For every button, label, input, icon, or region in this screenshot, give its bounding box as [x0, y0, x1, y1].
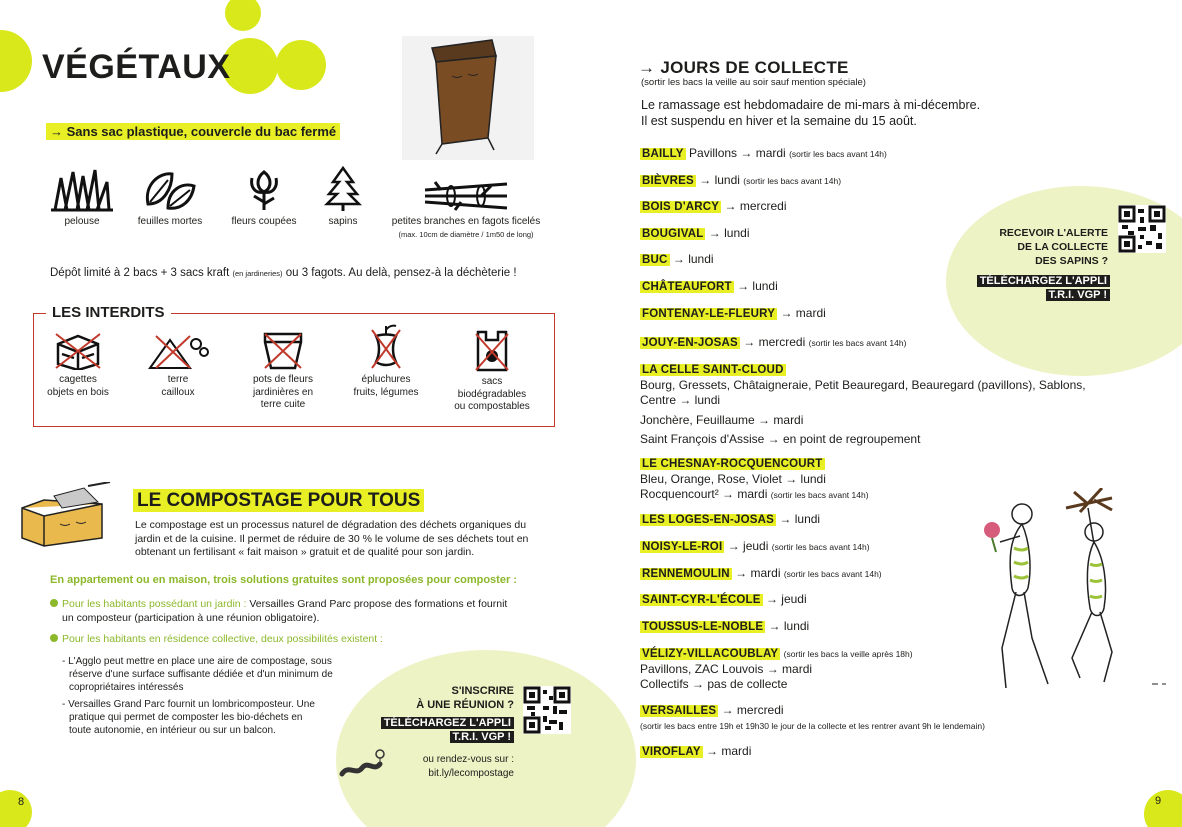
limit-text: Dépôt limité à 2 bacs + 3 sacs kraft (en jardineries) ou 3 fagots. Au delà, pensez-à la déchèterie ! — [50, 267, 517, 279]
page-number-disc — [1144, 790, 1182, 827]
accepted-item: sapins — [318, 166, 368, 229]
town-toussus: TOUSSUS-LE-NOBLE → lundi — [642, 619, 810, 633]
compost-box-illustration — [14, 482, 124, 552]
reunion-question: S'INSCRIRE À UNE RÉUNION ? — [416, 685, 514, 711]
forbidden-item: épluchures fruits, légumes — [346, 322, 426, 399]
bullet-icon — [50, 599, 58, 607]
leaves-icon — [142, 168, 198, 212]
reunion-app-banner[interactable]: TÉLÉCHARGEZ L'APPLI T.R.I. VGP ! — [380, 716, 514, 744]
worm-illustration — [338, 746, 392, 780]
town-chateaufort: CHÂTEAUFORT → lundi — [642, 279, 778, 293]
town-bougival: BOUGIVAL → lundi — [642, 226, 750, 240]
town-rennemoulin: RENNEMOULIN → mardi (sortir les bacs avant 14h) — [642, 566, 882, 580]
biobag-icon — [472, 326, 512, 372]
collection-title-note: (sortir les bacs la veille au soir sauf mention spéciale) — [641, 77, 866, 88]
sub-option-2: - Versailles Grand Parc fournit un lombricomposteur. Une pratique qui permet de composter les bio-déchets en toute autonomie, en intérieur ou sur un balcon. — [62, 699, 315, 736]
decor-circle — [0, 30, 32, 92]
forbidden-item: cagettes objets en bois — [38, 330, 118, 399]
page-number-disc — [0, 790, 32, 827]
town-jouy: JOUY-EN-JOSAS → mercredi (sortir les bacs avant 14h) — [642, 335, 907, 349]
compost-title-banner — [133, 490, 424, 512]
decor-circle — [225, 0, 261, 31]
reunion-link-block: ou rendez-vous sur : bit.ly/lecompostage — [400, 753, 514, 781]
soil-stones-icon — [146, 330, 210, 370]
town-velizy: VÉLIZY-VILLACOUBLAY (sortir les bacs la veille après 18h) Pavillons, ZAC Louvois → mardi Collectifs → pas de collecte — [640, 648, 913, 691]
page-number: 8 — [18, 796, 25, 808]
compost-title: LE COMPOSTAGE POUR TOUS — [133, 489, 424, 512]
forbidden-title: LES INTERDITS — [46, 304, 171, 321]
town-buc: BUC → lundi — [642, 252, 714, 266]
town-bois-d-arcy: BOIS D'ARCY → mercredi — [642, 199, 787, 213]
flower-icon — [242, 168, 286, 212]
sub-option-1: - L'Agglo peut mettre en place une aire de compostage, sous réserve d'une surface suffisante dédiée et d'un minimum de copropriétaires intéressés — [62, 656, 333, 693]
collection-intro: Le ramassage est hebdomadaire de mi-mars à mi-décembre. Il est suspendu en hiver et la semaine du 15 août. — [641, 98, 981, 128]
bullet-collective: Pour les habitants en résidence collective, deux possibilités existent : — [50, 633, 383, 645]
town-les-loges: LES LOGES-EN-JOSAS → lundi — [642, 512, 821, 526]
branches-icon — [421, 180, 511, 212]
town-la-celle: LA CELLE SAINT-CLOUD Bourg, Gressets, Châtaigneraie, Petit Beauregard, Beauregard (pavillons), Sablons, Centre → lundi Jonchère, Feuillaume → mardi Saint François d'Assise → en point de regroupement — [640, 364, 1086, 446]
compost-lead: En appartement ou en maison, trois solutions gratuites sont proposées pour composter : — [50, 574, 517, 586]
grass-icon — [51, 168, 113, 212]
decor-circle — [276, 40, 326, 90]
subtitle-banner — [46, 124, 340, 139]
page-title: VÉGÉTAUX — [42, 48, 231, 86]
town-fontenay: FONTENAY-LE-FLEURY → mardi — [642, 306, 826, 320]
forbidden-item: pots de fleurs jardinières en terre cuite — [243, 330, 323, 412]
people-illustration — [962, 488, 1176, 694]
bullet-icon — [50, 634, 58, 642]
town-versailles: VERSAILLES → mercredi (sortir les bacs entre 19h et 19h30 le jour de la collecte et les rentrer avant 9h le lendemain) — [640, 703, 985, 731]
qr-code-icon[interactable] — [1118, 205, 1166, 253]
forbidden-item: terre cailloux — [138, 330, 218, 399]
town-le-chesnay: LE CHESNAY-ROCQUENCOURT Bleu, Orange, Rose, Violet → lundi Rocquencourt² → mardi (sortir les bacs avant 14h) — [640, 458, 869, 501]
town-noisy: NOISY-LE-ROI → jeudi (sortir les bacs avant 14h) — [642, 539, 870, 553]
flower-pot-icon — [261, 330, 305, 370]
page-number: 9 — [1155, 795, 1162, 807]
alert-question: RECEVOIR L'ALERTE DE LA COLLECTE DES SAPINS ? — [999, 227, 1108, 267]
town-viroflay: VIROFLAY → mardi — [642, 744, 752, 758]
reunion-link[interactable]: bit.ly/lecompostage — [428, 768, 514, 779]
crate-icon — [52, 330, 104, 370]
alert-app-banner[interactable]: TÉLÉCHARGEZ L'APPLI T.R.I. VGP ! — [960, 274, 1110, 302]
qr-code-icon[interactable] — [523, 686, 571, 734]
bullet-garden: Pour les habitants possédant un jardin : Versailles Grand Parc propose des formations et fournit un composteur (participation à une réunion obligatoire). — [50, 598, 507, 625]
subtitle-text: → Sans sac plastique, couvercle du bac fermé — [46, 123, 340, 140]
town-bievres: BIÈVRES → lundi (sortir les bacs avant 14h) — [642, 173, 842, 187]
town-saint-cyr: SAINT-CYR-L'ÉCOLE → jeudi — [642, 592, 807, 606]
compost-bin-illustration — [402, 36, 534, 160]
collection-title: → JOURS DE COLLECTE — [638, 58, 849, 77]
accepted-item: petites branches en fagots ficelés (max. 10cm de diamètre / 1m50 de long) — [378, 180, 554, 241]
apple-core-icon — [368, 322, 404, 370]
accepted-item: feuilles mortes — [128, 168, 212, 229]
fir-tree-icon — [323, 166, 363, 212]
accepted-item: fleurs coupées — [222, 168, 306, 229]
compost-intro: Le compostage est un processus naturel de dégradation des déchets organiques du jardin et de la cuisine. Il permet de réduire de 30 % le volume de ses déchets tout en obtenant un fertilisant « fait maison » gratuit et de qualité pour son jardin. — [135, 519, 529, 558]
accepted-item: pelouse — [42, 168, 122, 229]
town-bailly: BAILLY Pavillons → mardi (sortir les bacs avant 14h) — [642, 146, 887, 160]
forbidden-item: sacs biodégradables ou compostables — [446, 326, 538, 414]
